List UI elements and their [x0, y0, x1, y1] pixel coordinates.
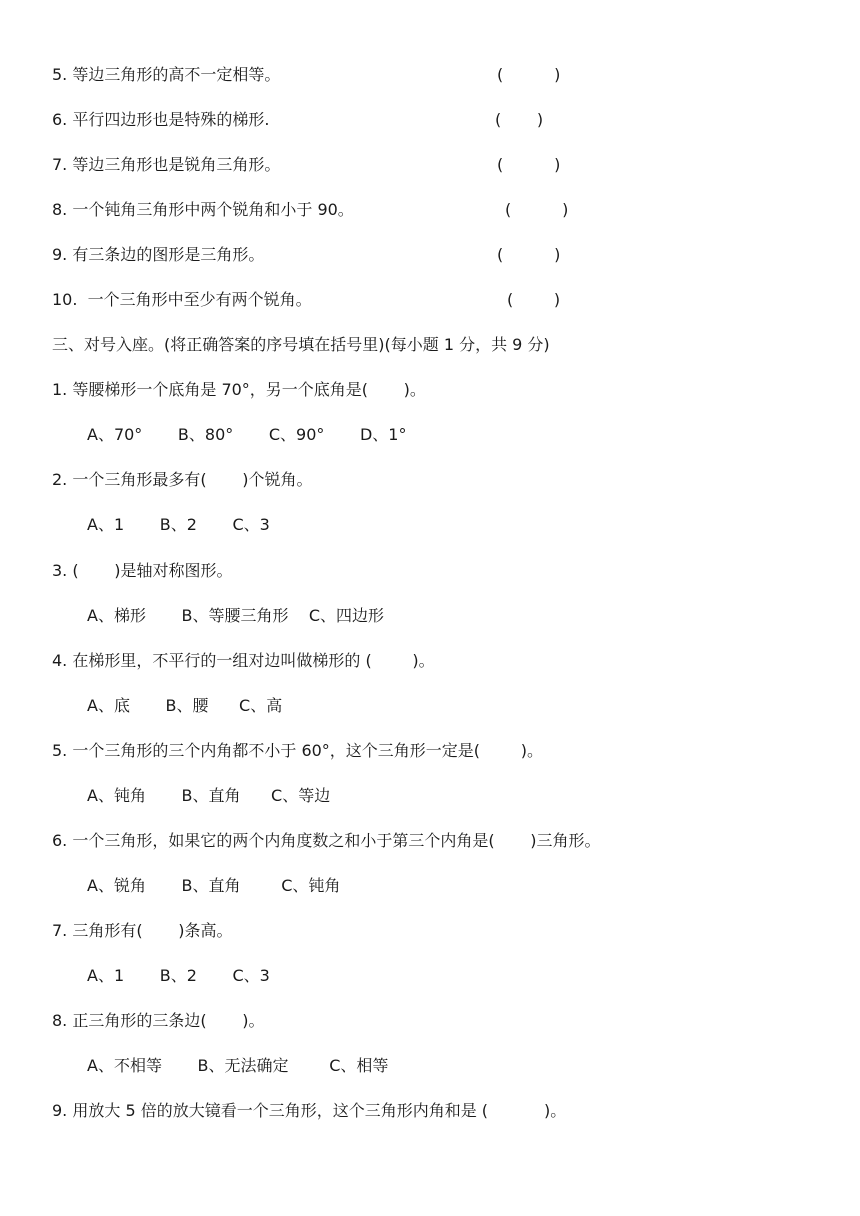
judge-item-9: 9. 有三条边的图形是三角形。	[52, 245, 265, 264]
mc-options-8: A、不相等 B、无法确定 C、相等	[87, 1056, 389, 1075]
mc-question-1: 1. 等腰梯形一个底角是 70°，另一个底角是( )。	[52, 380, 426, 399]
mc-question-3: 3. ( )是轴对称图形。	[52, 561, 233, 580]
mc-question-6: 6. 一个三角形，如果它的两个内角度数之和小于第三个内角是( )三角形。	[52, 831, 601, 850]
answer-paren[interactable]: ( )	[497, 155, 561, 174]
judge-item-5: 5. 等边三角形的高不一定相等。	[52, 65, 281, 84]
answer-paren[interactable]: ( )	[505, 200, 569, 219]
answer-paren[interactable]: ( )	[495, 110, 544, 129]
mc-question-7: 7. 三角形有( )条高。	[52, 921, 233, 940]
mc-options-3: A、梯形 B、等腰三角形 C、四边形	[87, 606, 385, 625]
mc-options-6: A、锐角 B、直角 C、钝角	[87, 876, 341, 895]
mc-question-5: 5. 一个三角形的三个内角都不小于 60°，这个三角形一定是( )。	[52, 741, 543, 760]
judge-item-10: 10. 一个三角形中至少有两个锐角。	[52, 290, 312, 309]
answer-paren[interactable]: ( )	[497, 65, 561, 84]
judge-item-8: 8. 一个钝角三角形中两个锐角和小于 90。	[52, 200, 354, 219]
mc-options-7: A、1 B、2 C、3	[87, 966, 270, 985]
mc-question-4: 4. 在梯形里，不平行的一组对边叫做梯形的 ( )。	[52, 651, 435, 670]
answer-paren[interactable]: ( )	[507, 290, 561, 309]
answer-paren[interactable]: ( )	[497, 245, 561, 264]
mc-question-9: 9. 用放大 5 倍的放大镜看一个三角形，这个三角形内角和是 ( )。	[52, 1101, 567, 1120]
section-heading: 三、对号入座。(将正确答案的序号填在括号里)(每小题 1 分，共 9 分)	[52, 335, 550, 354]
mc-options-4: A、底 B、腰 C、高	[87, 696, 283, 715]
judge-item-7: 7. 等边三角形也是锐角三角形。	[52, 155, 281, 174]
mc-question-2: 2. 一个三角形最多有( )个锐角。	[52, 470, 313, 489]
mc-options-5: A、钝角 B、直角 C、等边	[87, 786, 331, 805]
mc-question-8: 8. 正三角形的三条边( )。	[52, 1011, 265, 1030]
judge-item-6: 6. 平行四边形也是特殊的梯形.	[52, 110, 270, 129]
mc-options-1: A、70° B、80° C、90° D、1°	[87, 425, 407, 444]
mc-options-2: A、1 B、2 C、3	[87, 515, 270, 534]
